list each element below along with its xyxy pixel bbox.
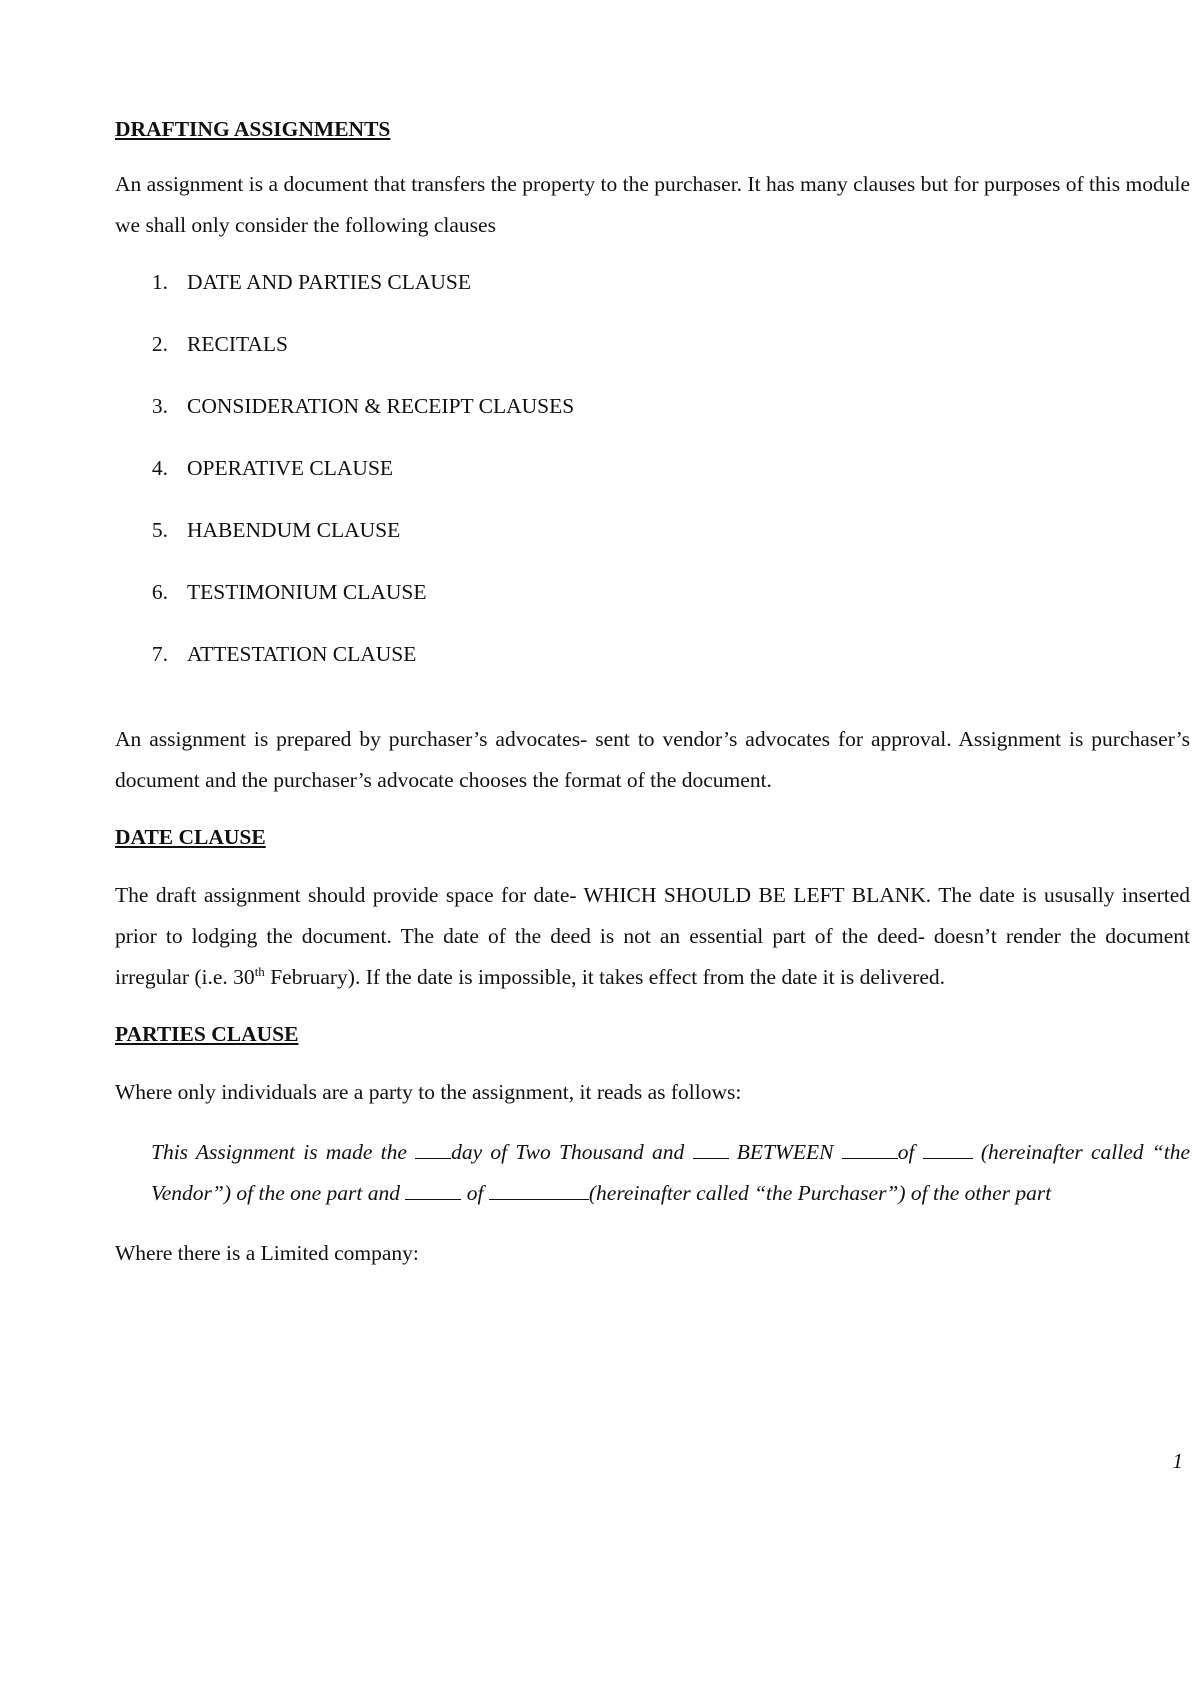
date-clause-heading: DATE CLAUSE: [115, 825, 266, 849]
list-item: 6. TESTIMONIUM CLAUSE: [151, 580, 427, 604]
clauses-list: [115, 265, 1190, 699]
company-intro: Where there is a Limited company:: [115, 1241, 419, 1265]
document-title: DRAFTING ASSIGNMENTS: [115, 117, 391, 141]
intro-paragraph: An assignment is a document that transfers the property to the purchaser. It has many clauses but for purposes of this module we shall only consider the following clauses: [115, 172, 1190, 237]
prepared-paragraph: An assignment is prepared by purchaser’s advocates- sent to vendor’s advocates for approval. Assignment is purchaser’s document and the purchaser’s advocate chooses the format of the document.: [115, 727, 1190, 792]
page-number: 1: [1172, 1449, 1183, 1473]
date-clause-paragraph: The draft assignment should provide space for date- WHICH SHOULD BE LEFT BLANK. The date is ususally inserted prior to lodging the document. The date of the deed is not an essential part of the deed- doesn’t render the document irregular (i.e. 30th February). If the date is impossible, it takes effect from the date it is delivered.: [115, 883, 1190, 989]
purchaser-address-blank: [489, 1177, 589, 1200]
year-blank: [693, 1136, 729, 1159]
list-item: 7. ATTESTATION CLAUSE: [151, 642, 417, 666]
list-item: 1. DATE AND PARTIES CLAUSE: [151, 270, 472, 294]
parties-clause-heading: PARTIES CLAUSE: [115, 1022, 299, 1046]
date-day-blank: [415, 1136, 451, 1159]
list-item: 5. HABENDUM CLAUSE: [151, 518, 401, 542]
vendor-name-blank: [842, 1136, 898, 1159]
list-item: 2. RECITALS: [151, 332, 289, 356]
document-page: [115, 112, 1190, 1293]
individuals-intro: Where only individuals are a party to the assignment, it reads as follows:: [115, 1080, 742, 1104]
list-item: 4. OPERATIVE CLAUSE: [151, 456, 394, 480]
list-item: 3. CONSIDERATION & RECEIPT CLAUSES: [151, 394, 575, 418]
purchaser-name-blank: [405, 1177, 461, 1200]
assignment-template-text: This Assignment is made the day of Two Thousand and BETWEEN of (hereinafter called “the Vendor”) of the one part and of (hereinafter called “the Purchaser”) of the other part: [151, 1132, 1190, 1214]
vendor-address-blank: [923, 1136, 973, 1159]
